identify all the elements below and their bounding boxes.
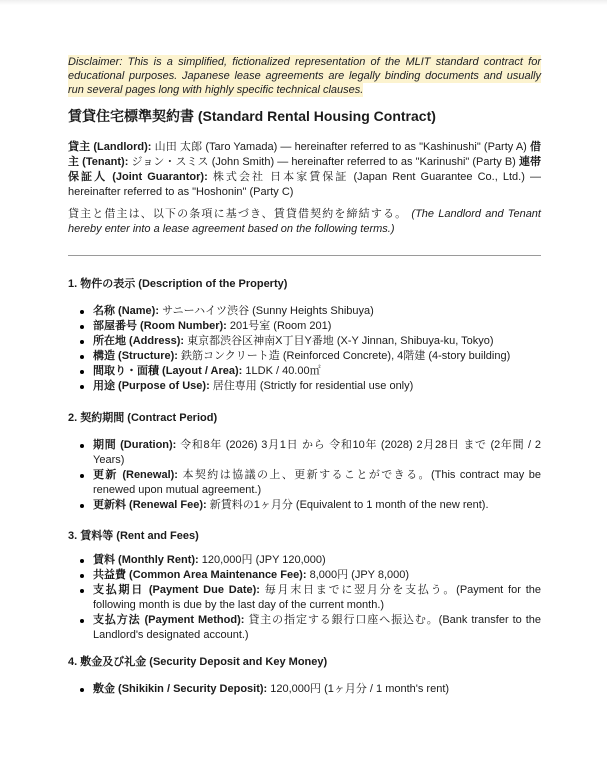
property-list (68, 304, 541, 394)
item-text: 新賃料の1ヶ月分 (Equivalent to 1 month of the new rent). (209, 499, 489, 511)
tenant-label: 借主 (Tenant): (68, 141, 541, 168)
item-label: 敷金 (Shikikin / Security Deposit): (93, 683, 268, 695)
item-label: 所在地 (Address): (93, 335, 185, 347)
parties-paragraph (68, 140, 541, 200)
deposit-list (68, 682, 541, 697)
item-text: 1LDK / 40.00㎡ (245, 365, 321, 377)
list-item (68, 438, 541, 468)
section-heading-deposit: 4. 敷金及び礼金 (Security Deposit and Key Money) (68, 656, 328, 668)
intro-paragraph (68, 207, 541, 237)
page-top-edge (0, 0, 607, 5)
contract-period-list (68, 438, 541, 513)
list-item (68, 349, 541, 364)
section-heading-property: 1. 物件の表示 (Description of the Property) (68, 278, 288, 290)
item-text: 120,000円 (JPY 120,000) (201, 554, 326, 566)
section-heading-contract-period: 2. 契約期間 (Contract Period) (68, 412, 218, 424)
tenant-text: ジョン・スミス (John Smith) — hereinafter referred to as "Karinushi" (Party B) (131, 156, 516, 168)
landlord-label: 貸主 (Landlord): (68, 141, 152, 153)
item-text: 8,000円 (JPY 8,000) (309, 569, 410, 581)
item-text: 201号室 (Room 201) (229, 320, 332, 332)
list-item (68, 498, 541, 513)
item-text: 令和8年 (2026) 3月1日 から 令和10年 (2028) 2月28日 まで (2年間 / 2 Years) (93, 439, 541, 466)
item-label: 支払方法 (Payment Method): (93, 614, 245, 626)
section-heading-rent-fees: 3. 賃料等 (Rent and Fees) (68, 530, 199, 542)
item-label: 更新料 (Renewal Fee): (93, 499, 207, 511)
item-label: 期間 (Duration): (93, 439, 177, 451)
intro-english: (The Landlord and Tenant hereby enter into a lease agreement based on the following terms.) (68, 208, 541, 235)
item-text: 毎月末日までに翌月分を支払う。(Payment for the following month is due by the last day of the current month.) (93, 584, 542, 611)
disclaimer-banner (68, 55, 541, 97)
item-label: 間取り・面積 (Layout / Area): (93, 365, 243, 377)
item-text: サニーハイツ渋谷 (Sunny Heights Shibuya) (162, 305, 374, 317)
list-item (68, 379, 541, 394)
list-item (68, 682, 541, 697)
item-text: 居住専用 (Strictly for residential use only) (212, 380, 414, 392)
intro-japanese: 貸主と借主は、以下の条項に基づき、賃貸借契約を締結する。 (68, 208, 408, 220)
item-label: 賃料 (Monthly Rent): (93, 554, 199, 566)
list-item (68, 468, 541, 498)
item-label: 部屋番号 (Room Number): (93, 320, 227, 332)
item-label: 構造 (Structure): (93, 350, 178, 362)
item-label: 用途 (Purpose of Use): (93, 380, 210, 392)
document-title: 賃貸住宅標準契約書 (Standard Rental Housing Contract) (68, 108, 436, 124)
guarantor-label: 連帯保証人 (Joint Guarantor): (68, 156, 541, 183)
list-item (68, 304, 541, 319)
item-label: 名称 (Name): (93, 305, 160, 317)
list-item (68, 364, 541, 379)
guarantor-text: 株式会社 日本家賃保証 (Japan Rent Guarantee Co., Ltd.) — hereinafter referred to as "Hoshonin" (Party C) (68, 171, 541, 198)
list-item (68, 613, 541, 643)
section-divider (68, 255, 541, 256)
item-label: 支払期日 (Payment Due Date): (93, 584, 260, 596)
list-item (68, 334, 541, 349)
rent-fees-list (68, 553, 541, 643)
list-item (68, 568, 541, 583)
item-text: 貸主の指定する銀行口座へ振込む。(Bank transfer to the Landlord's designated account.) (93, 614, 541, 641)
landlord-text: 山田 太郎 (Taro Yamada) — hereinafter referred to as "Kashinushi" (Party A) (154, 141, 527, 153)
list-item (68, 319, 541, 334)
item-text: 本契約は協議の上、更新することができる。(This contract may be renewed upon mutual agreement.) (93, 469, 541, 496)
list-item (68, 553, 541, 568)
list-item (68, 583, 541, 613)
item-label: 共益費 (Common Area Maintenance Fee): (93, 569, 307, 581)
item-text: 120,000円 (1ヶ月分 / 1 month's rent) (270, 683, 450, 695)
item-label: 更新 (Renewal): (93, 469, 178, 481)
item-text: 鉄筋コンクリート造 (Reinforced Concrete), 4階建 (4-story building) (181, 350, 511, 362)
item-text: 東京都渋谷区神南X丁目Y番地 (X-Y Jinnan, Shibuya-ku, Tokyo) (187, 335, 494, 347)
disclaimer-text: Disclaimer: This is a simplified, fictionalized representation of the MLIT standard contract for educational purposes. Japanese lease agreements are legally binding documents and usually run several pages long with highly specific technical clauses. (68, 56, 541, 96)
